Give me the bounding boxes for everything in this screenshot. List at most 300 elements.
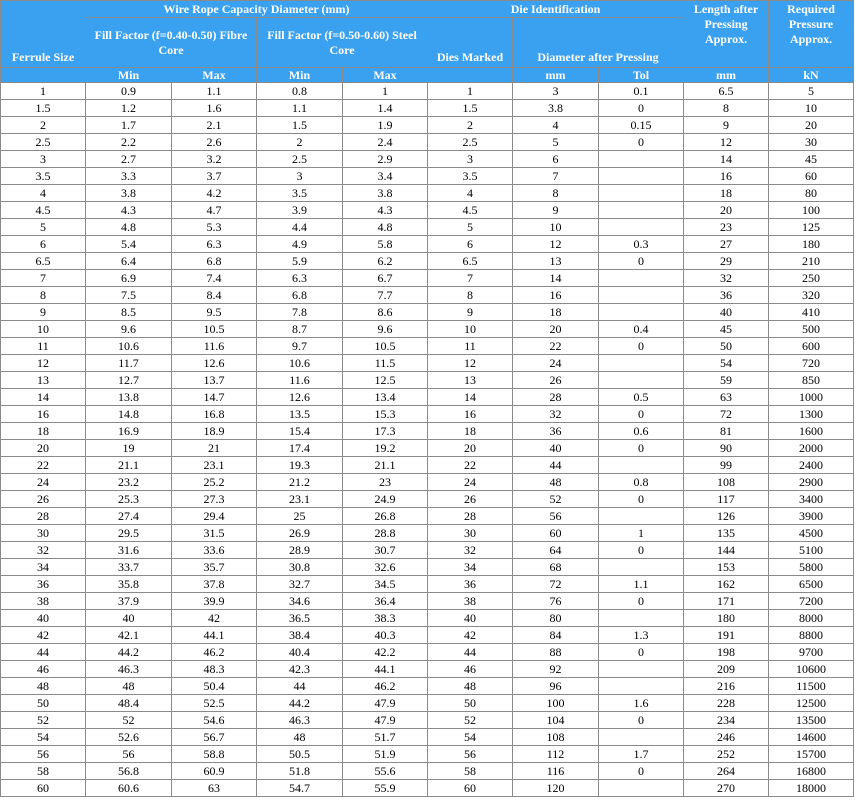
diameter-mm-cell: 16 [513,287,599,304]
pressure-kn-cell: 30 [769,134,854,151]
length-mm-cell: 81 [684,423,769,440]
fibre-min-cell: 4.3 [86,202,172,219]
pressure-kn-cell: 4500 [769,525,854,542]
dies-marked-cell: 9 [428,304,513,321]
ferrule-size-cell: 54 [1,729,86,746]
steel-min-cell: 26.9 [257,525,343,542]
pressure-kn-cell: 60 [769,168,854,185]
dies-marked-cell: 16 [428,406,513,423]
unit-pressure-kn: kN [769,68,854,83]
fibre-max-cell: 5.3 [172,219,257,236]
fibre-min-cell: 46.3 [86,661,172,678]
steel-min-cell: 19.3 [257,457,343,474]
dies-marked-cell: 22 [428,457,513,474]
pressure-kn-cell: 2900 [769,474,854,491]
dies-marked-cell: 52 [428,712,513,729]
ferrule-size-header: Ferrule Size [1,1,86,68]
steel-min-cell: 36.5 [257,610,343,627]
dies-marked-cell: 10 [428,321,513,338]
fibre-max-cell: 29.4 [172,508,257,525]
fibre-min-cell: 27.4 [86,508,172,525]
table-row [1,593,854,610]
pressure-kn-cell: 6500 [769,576,854,593]
tolerance-cell: 1.1 [599,576,684,593]
dies-marked-cell: 11 [428,338,513,355]
fibre-min-cell: 16.9 [86,423,172,440]
diameter-mm-cell: 18 [513,304,599,321]
steel-min-cell: 1.1 [257,100,343,117]
length-mm-cell: 144 [684,542,769,559]
ferrule-size-cell: 30 [1,525,86,542]
steel-max-cell: 6.7 [343,270,428,287]
pressure-kn-cell: 500 [769,321,854,338]
dies-marked-cell: 8 [428,287,513,304]
tolerance-cell: 0 [599,338,684,355]
steel-max-cell: 32.6 [343,559,428,576]
dies-marked-cell: 46 [428,661,513,678]
diameter-mm-cell: 116 [513,763,599,780]
fibre-min-cell: 33.7 [86,559,172,576]
ferrule-size-cell: 46 [1,661,86,678]
tolerance-cell [599,355,684,372]
tolerance-cell: 0 [599,644,684,661]
fibre-max-cell: 2.6 [172,134,257,151]
table-row [1,678,854,695]
pressure-kn-cell: 1000 [769,389,854,406]
diameter-mm-cell: 8 [513,185,599,202]
tolerance-cell: 0.3 [599,236,684,253]
steel-min-cell: 51.8 [257,763,343,780]
table-row [1,117,854,134]
length-mm-cell: 23 [684,219,769,236]
fibre-max-cell: 14.7 [172,389,257,406]
fibre-max-cell: 60.9 [172,763,257,780]
dies-marked-cell: 34 [428,559,513,576]
fibre-min-cell: 31.6 [86,542,172,559]
fill-factor-steel-core-header: Fill Factor (f=0.50-0.60) Steel Core [257,18,428,68]
ferrule-size-cell: 38 [1,593,86,610]
fibre-max-cell: 54.6 [172,712,257,729]
ferrule-size-cell: 5 [1,219,86,236]
ferrule-size-cell: 60 [1,780,86,797]
table-row [1,559,854,576]
ferrule-size-cell: 9 [1,304,86,321]
steel-max-cell: 3.8 [343,185,428,202]
steel-min-cell: 5.9 [257,253,343,270]
ferrule-size-cell: 18 [1,423,86,440]
pressure-kn-cell: 320 [769,287,854,304]
steel-min-cell: 8.7 [257,321,343,338]
table-row [1,100,854,117]
diameter-mm-cell: 44 [513,457,599,474]
table-row [1,219,854,236]
steel-min-cell: 21.2 [257,474,343,491]
diameter-mm-cell: 52 [513,491,599,508]
fibre-min-cell: 42.1 [86,627,172,644]
pressure-kn-cell: 2000 [769,440,854,457]
dies-marked-cell: 5 [428,219,513,236]
pressure-kn-cell: 720 [769,355,854,372]
tolerance-cell [599,661,684,678]
dies-marked-cell: 30 [428,525,513,542]
fibre-max-cell: 42 [172,610,257,627]
unit-steel-min: Min [257,68,343,83]
fibre-max-cell: 4.2 [172,185,257,202]
tolerance-cell [599,168,684,185]
dies-marked-cell: 36 [428,576,513,593]
table-row [1,695,854,712]
length-mm-cell: 135 [684,525,769,542]
die-identification-group-header: Die Identification [428,1,684,18]
fibre-max-cell: 52.5 [172,695,257,712]
length-mm-cell: 40 [684,304,769,321]
pressure-kn-cell: 5100 [769,542,854,559]
steel-max-cell: 36.4 [343,593,428,610]
steel-min-cell: 3.5 [257,185,343,202]
steel-max-cell: 6.2 [343,253,428,270]
ferrule-size-cell: 3 [1,151,86,168]
ferrule-size-cell: 20 [1,440,86,457]
length-mm-cell: 8 [684,100,769,117]
dies-marked-cell: 40 [428,610,513,627]
steel-min-cell: 50.5 [257,746,343,763]
units-row [1,68,854,83]
ferrule-size-cell: 58 [1,763,86,780]
steel-min-cell: 13.5 [257,406,343,423]
tolerance-cell: 0 [599,712,684,729]
steel-max-cell: 21.1 [343,457,428,474]
tolerance-cell: 0 [599,440,684,457]
tolerance-cell: 0 [599,134,684,151]
dies-marked-cell: 12 [428,355,513,372]
fibre-max-cell: 11.6 [172,338,257,355]
unit-length-mm: mm [684,68,769,83]
pressure-kn-cell: 13500 [769,712,854,729]
table-row [1,321,854,338]
length-mm-cell: 171 [684,593,769,610]
fibre-min-cell: 1.2 [86,100,172,117]
ferrule-size-cell: 1 [1,83,86,100]
diameter-mm-cell: 32 [513,406,599,423]
dies-marked-cell: 58 [428,763,513,780]
steel-min-cell: 44.2 [257,695,343,712]
fibre-max-cell: 35.7 [172,559,257,576]
pressure-kn-cell: 410 [769,304,854,321]
diameter-mm-cell: 22 [513,338,599,355]
steel-max-cell: 1.9 [343,117,428,134]
steel-max-cell: 9.6 [343,321,428,338]
length-mm-cell: 54 [684,355,769,372]
dies-marked-cell: 7 [428,270,513,287]
dies-marked-cell: 24 [428,474,513,491]
diameter-mm-cell: 100 [513,695,599,712]
diameter-mm-cell: 120 [513,780,599,797]
diameter-mm-cell: 36 [513,423,599,440]
diameter-mm-cell: 92 [513,661,599,678]
fibre-min-cell: 11.7 [86,355,172,372]
tolerance-cell [599,270,684,287]
steel-max-cell: 40.3 [343,627,428,644]
diameter-after-pressing-header: Diameter after Pressing [513,18,684,68]
dies-marked-cell: 38 [428,593,513,610]
tolerance-cell [599,678,684,695]
table-row [1,491,854,508]
length-mm-cell: 108 [684,474,769,491]
diameter-mm-cell: 10 [513,219,599,236]
tolerance-cell: 0.4 [599,321,684,338]
unit-tolerance: Tol [599,68,684,83]
ferrule-size-cell: 4.5 [1,202,86,219]
fibre-min-cell: 56 [86,746,172,763]
fibre-min-cell: 35.8 [86,576,172,593]
fibre-min-cell: 23.2 [86,474,172,491]
ferrule-size-cell: 14 [1,389,86,406]
steel-min-cell: 54.7 [257,780,343,797]
fill-factor-fibre-core-header: Fill Factor (f=0.40-0.50) Fibre Core [86,18,257,68]
steel-min-cell: 7.8 [257,304,343,321]
length-mm-cell: 162 [684,576,769,593]
length-mm-cell: 29 [684,253,769,270]
fibre-max-cell: 50.4 [172,678,257,695]
dies-marked-cell: 44 [428,644,513,661]
dies-marked-cell: 3 [428,151,513,168]
ferrule-size-cell: 6 [1,236,86,253]
fibre-max-cell: 4.7 [172,202,257,219]
diameter-mm-cell: 64 [513,542,599,559]
table-row [1,610,854,627]
tolerance-cell: 0.6 [599,423,684,440]
diameter-mm-cell: 108 [513,729,599,746]
steel-min-cell: 3.9 [257,202,343,219]
fibre-min-cell: 1.7 [86,117,172,134]
fibre-max-cell: 56.7 [172,729,257,746]
tolerance-cell: 0 [599,406,684,423]
diameter-mm-cell: 7 [513,168,599,185]
length-mm-cell: 234 [684,712,769,729]
length-mm-cell: 198 [684,644,769,661]
required-pressure-header: Required Pressure Approx. [769,1,854,68]
diameter-mm-cell: 4 [513,117,599,134]
pressure-kn-cell: 2400 [769,457,854,474]
pressure-kn-cell: 125 [769,219,854,236]
fibre-max-cell: 7.4 [172,270,257,287]
fibre-max-cell: 23.1 [172,457,257,474]
dies-marked-cell: 13 [428,372,513,389]
fibre-max-cell: 27.3 [172,491,257,508]
diameter-mm-cell: 14 [513,270,599,287]
tolerance-cell: 0.8 [599,474,684,491]
pressure-kn-cell: 1600 [769,423,854,440]
wire-rope-capacity-group-header: Wire Rope Capacity Diameter (mm) [86,1,428,18]
table-row [1,542,854,559]
dies-marked-cell: 56 [428,746,513,763]
steel-max-cell: 24.9 [343,491,428,508]
diameter-mm-cell: 3.8 [513,100,599,117]
steel-max-cell: 2.4 [343,134,428,151]
length-mm-cell: 252 [684,746,769,763]
tolerance-cell [599,202,684,219]
ferrule-size-cell: 40 [1,610,86,627]
steel-min-cell: 46.3 [257,712,343,729]
fibre-min-cell: 3.3 [86,168,172,185]
dies-marked-header: Dies Marked [428,18,513,68]
ferrule-size-cell: 42 [1,627,86,644]
pressure-kn-cell: 600 [769,338,854,355]
table-row [1,729,854,746]
length-mm-cell: 209 [684,661,769,678]
fibre-min-cell: 48.4 [86,695,172,712]
fibre-min-cell: 44.2 [86,644,172,661]
diameter-mm-cell: 40 [513,440,599,457]
length-mm-cell: 18 [684,185,769,202]
fibre-min-cell: 52.6 [86,729,172,746]
ferrule-size-cell: 36 [1,576,86,593]
table-row [1,372,854,389]
table-row [1,83,854,100]
length-mm-cell: 36 [684,287,769,304]
dies-marked-cell: 42 [428,627,513,644]
table-row [1,712,854,729]
steel-max-cell: 47.9 [343,695,428,712]
length-mm-cell: 32 [684,270,769,287]
fibre-max-cell: 31.5 [172,525,257,542]
steel-max-cell: 51.9 [343,746,428,763]
steel-max-cell: 1 [343,83,428,100]
length-mm-cell: 153 [684,559,769,576]
tolerance-cell [599,457,684,474]
dies-marked-cell: 60 [428,780,513,797]
diameter-mm-cell: 84 [513,627,599,644]
table-row [1,576,854,593]
fibre-max-cell: 48.3 [172,661,257,678]
table-row [1,525,854,542]
steel-min-cell: 38.4 [257,627,343,644]
steel-min-cell: 9.7 [257,338,343,355]
steel-max-cell: 8.6 [343,304,428,321]
steel-max-cell: 51.7 [343,729,428,746]
steel-max-cell: 38.3 [343,610,428,627]
table-row [1,406,854,423]
fibre-min-cell: 6.4 [86,253,172,270]
tolerance-cell: 0 [599,593,684,610]
diameter-mm-cell: 88 [513,644,599,661]
diameter-mm-cell: 104 [513,712,599,729]
fibre-max-cell: 25.2 [172,474,257,491]
diameter-mm-cell: 48 [513,474,599,491]
fibre-max-cell: 12.6 [172,355,257,372]
fibre-min-cell: 29.5 [86,525,172,542]
steel-min-cell: 30.8 [257,559,343,576]
fibre-min-cell: 21.1 [86,457,172,474]
table-row [1,746,854,763]
steel-min-cell: 12.6 [257,389,343,406]
table-row [1,338,854,355]
dies-marked-cell: 26 [428,491,513,508]
tolerance-cell [599,559,684,576]
fibre-min-cell: 56.8 [86,763,172,780]
ferrule-size-cell: 26 [1,491,86,508]
length-mm-cell: 126 [684,508,769,525]
steel-min-cell: 0.8 [257,83,343,100]
ferrule-size-cell: 6.5 [1,253,86,270]
table-row [1,508,854,525]
pressure-kn-cell: 15700 [769,746,854,763]
tolerance-cell: 0.15 [599,117,684,134]
fibre-min-cell: 48 [86,678,172,695]
ferrule-size-cell: 50 [1,695,86,712]
table-row [1,763,854,780]
units-cell-ferrule [1,68,86,83]
diameter-mm-cell: 56 [513,508,599,525]
tolerance-cell: 1.7 [599,746,684,763]
fibre-max-cell: 46.2 [172,644,257,661]
ferrule-size-cell: 52 [1,712,86,729]
fibre-max-cell: 1.1 [172,83,257,100]
dies-marked-cell: 54 [428,729,513,746]
pressure-kn-cell: 11500 [769,678,854,695]
pressure-kn-cell: 80 [769,185,854,202]
tolerance-cell: 0 [599,491,684,508]
tolerance-cell [599,185,684,202]
length-mm-cell: 216 [684,678,769,695]
diameter-mm-cell: 26 [513,372,599,389]
dies-marked-cell: 2.5 [428,134,513,151]
pressure-kn-cell: 14600 [769,729,854,746]
ferrule-size-cell: 11 [1,338,86,355]
fibre-min-cell: 3.8 [86,185,172,202]
table-row [1,168,854,185]
fibre-min-cell: 25.3 [86,491,172,508]
fibre-max-cell: 2.1 [172,117,257,134]
pressure-kn-cell: 3400 [769,491,854,508]
dies-marked-cell: 48 [428,678,513,695]
table-row [1,134,854,151]
fibre-max-cell: 3.2 [172,151,257,168]
length-mm-cell: 99 [684,457,769,474]
steel-min-cell: 2.5 [257,151,343,168]
diameter-mm-cell: 13 [513,253,599,270]
length-mm-cell: 12 [684,134,769,151]
steel-max-cell: 34.5 [343,576,428,593]
tolerance-cell: 0.5 [599,389,684,406]
pressure-kn-cell: 3900 [769,508,854,525]
tolerance-cell: 1.3 [599,627,684,644]
ferrule-size-cell: 4 [1,185,86,202]
diameter-mm-cell: 5 [513,134,599,151]
pressure-kn-cell: 8000 [769,610,854,627]
pressure-kn-cell: 12500 [769,695,854,712]
tolerance-cell [599,151,684,168]
pressure-kn-cell: 18000 [769,780,854,797]
length-mm-cell: 63 [684,389,769,406]
steel-max-cell: 17.3 [343,423,428,440]
pressure-kn-cell: 180 [769,236,854,253]
ferrule-size-cell: 28 [1,508,86,525]
pressure-kn-cell: 16800 [769,763,854,780]
table-row [1,457,854,474]
table-row [1,355,854,372]
steel-min-cell: 44 [257,678,343,695]
fibre-min-cell: 4.8 [86,219,172,236]
ferrule-size-cell: 2 [1,117,86,134]
ferrule-size-cell: 2.5 [1,134,86,151]
table-row [1,304,854,321]
steel-min-cell: 6.3 [257,270,343,287]
tolerance-cell [599,780,684,797]
length-mm-cell: 264 [684,763,769,780]
diameter-mm-cell: 68 [513,559,599,576]
steel-max-cell: 12.5 [343,372,428,389]
